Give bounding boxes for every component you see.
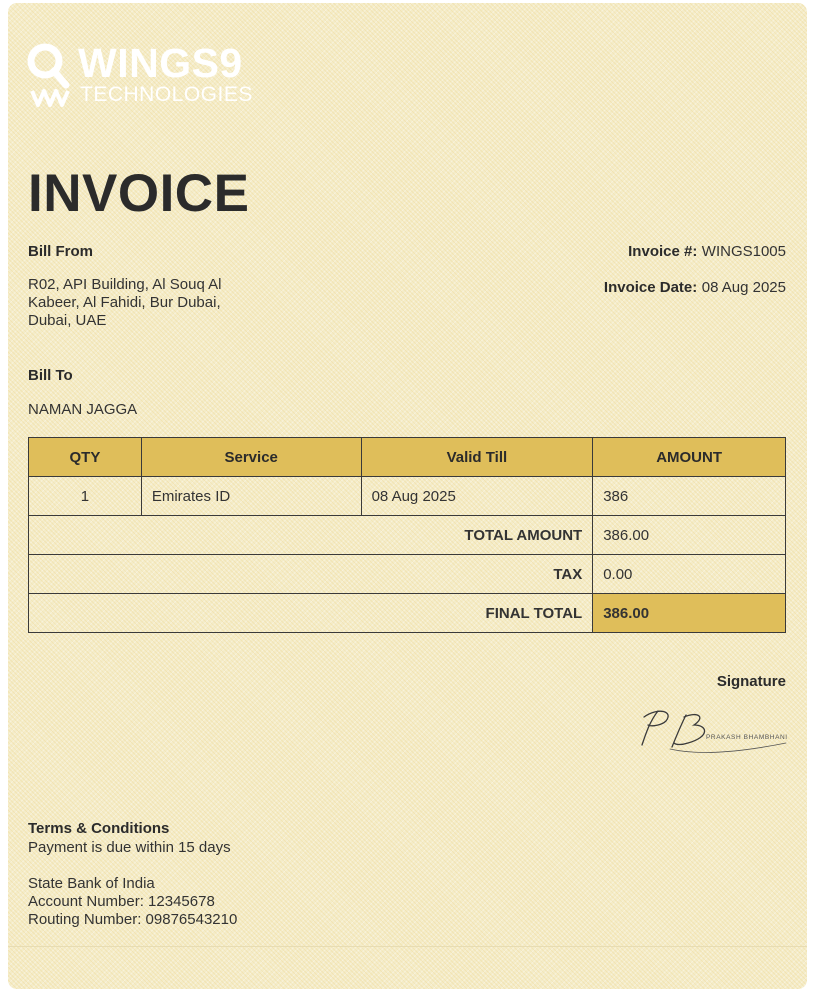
address-line: Kabeer, Al Fahidi, Bur Dubai, xyxy=(28,294,221,311)
cell-amount: 386 xyxy=(593,477,786,516)
bill-to-label: Bill To xyxy=(28,367,73,384)
invoice-number-label: Invoice #: xyxy=(628,243,698,260)
final-total-label: FINAL TOTAL xyxy=(29,594,593,633)
bank-details xyxy=(28,875,237,929)
signature-scribble-icon xyxy=(636,703,788,759)
terms-label: Terms & Conditions xyxy=(28,820,170,837)
invoice-date-label: Invoice Date: xyxy=(603,279,698,296)
cell-qty: 1 xyxy=(29,477,142,516)
bill-from-address xyxy=(28,276,268,330)
total-amount-value: 386.00 xyxy=(593,516,786,555)
column-header-service: Service xyxy=(141,438,361,477)
signature-image xyxy=(636,703,788,759)
column-header-valid-till: Valid Till xyxy=(361,438,593,477)
tax-row xyxy=(29,555,786,594)
bill-from-label: Bill From xyxy=(28,243,94,260)
cell-valid-till: 08 Aug 2025 xyxy=(361,477,593,516)
tax-label: TAX xyxy=(29,555,593,594)
terms-text: Payment is due within 15 days xyxy=(28,839,231,856)
signature-name: PRAKASH BHAMBHANI xyxy=(706,734,788,741)
bank-routing-number: Routing Number: 09876543210 xyxy=(28,911,238,928)
address-line: Dubai, UAE xyxy=(28,312,107,329)
column-header-qty: QTY xyxy=(29,438,142,477)
invoice-title: INVOICE xyxy=(28,164,250,223)
wings9-logo-icon xyxy=(26,41,76,109)
footer-divider xyxy=(8,946,807,947)
cell-service: Emirates ID xyxy=(141,477,361,516)
table-row xyxy=(29,477,786,516)
table-header-row xyxy=(29,438,786,477)
column-header-amount: AMOUNT xyxy=(593,438,786,477)
invoice-number-row xyxy=(628,243,786,261)
final-total-value: 386.00 xyxy=(593,594,786,633)
total-amount-label: TOTAL AMOUNT xyxy=(29,516,593,555)
tax-value: 0.00 xyxy=(593,555,786,594)
bill-to-name: NAMAN JAGGA xyxy=(28,401,138,418)
logo-subtitle: TECHNOLOGIES xyxy=(80,83,253,106)
invoice-date-value: 08 Aug 2025 xyxy=(701,279,786,296)
items-table xyxy=(28,437,786,633)
total-amount-row xyxy=(29,516,786,555)
bank-name: State Bank of India xyxy=(28,875,155,892)
invoice-date-row xyxy=(604,279,786,297)
invoice-page xyxy=(8,3,807,989)
final-total-row xyxy=(29,594,786,633)
logo-wordmark: WINGS9 xyxy=(78,40,243,86)
invoice-number-value: WINGS1005 xyxy=(701,243,786,260)
address-line: R02, API Building, Al Souq Al xyxy=(28,276,222,293)
bank-account-number: Account Number: 12345678 xyxy=(28,893,215,910)
signature-label: Signature xyxy=(716,673,786,690)
company-logo xyxy=(26,41,266,111)
